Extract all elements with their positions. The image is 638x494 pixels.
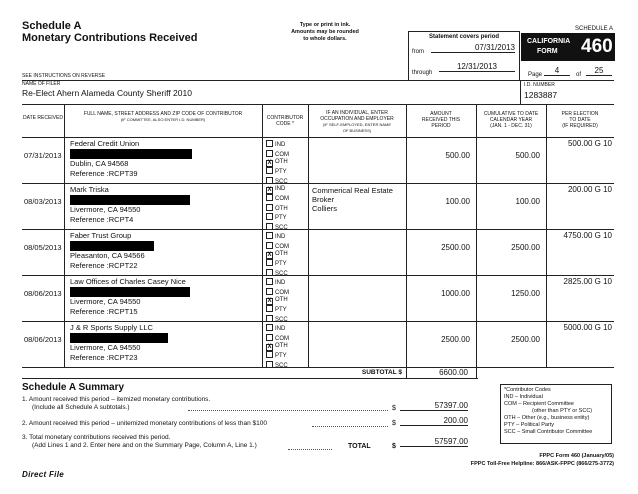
contributor-code-label: SCC xyxy=(275,362,288,369)
summary-line3-value: 57597.00 xyxy=(400,437,468,447)
row-amount: 500.00 xyxy=(445,151,470,160)
row-contributor-code xyxy=(266,140,289,186)
col-occupation-header-line2: OCCUPATION AND EMPLOYER xyxy=(320,116,394,122)
col-cumulative-header-line1: CUMULATIVE TO DATE xyxy=(483,111,539,117)
page-label: Page xyxy=(528,72,543,78)
contributor-code-label: SCC xyxy=(275,224,288,231)
col-name-header xyxy=(64,111,262,123)
contributor-code-option[interactable] xyxy=(266,167,289,177)
row-contributor-name: J & R Sports Supply LLC xyxy=(70,323,153,332)
summary-line1-dollar: $ xyxy=(392,405,396,412)
contributor-code-label: PTY xyxy=(275,215,287,221)
ink-instructions xyxy=(270,22,380,43)
contributor-code-checkbox[interactable] xyxy=(266,334,273,341)
contributor-code-label: COM xyxy=(275,289,289,296)
contributor-code-checkbox[interactable]: X xyxy=(267,160,272,166)
form-label: FORM xyxy=(537,48,558,55)
col-occupation-header-line4: OF BUSINESS) xyxy=(342,128,372,133)
contributor-code-label: OTH xyxy=(275,343,288,349)
row-date: 08/06/2013 xyxy=(24,335,62,344)
summary-line2-dollar: $ xyxy=(392,420,396,427)
ink-instruction-line1: Type or print in ink. xyxy=(299,22,351,28)
ink-instruction-line3: to whole dollars. xyxy=(303,36,347,42)
of-label: of xyxy=(576,72,582,78)
contributor-code-checkbox[interactable] xyxy=(266,278,273,285)
contributor-code-checkbox[interactable] xyxy=(266,150,273,157)
row-amount: 2500.00 xyxy=(441,335,470,344)
contributor-code-checkbox[interactable]: X xyxy=(267,344,272,350)
row-amount: 2500.00 xyxy=(441,243,470,252)
contributor-code-label: PTY xyxy=(275,307,287,313)
codes-legend-pty: PTY – Political Party xyxy=(504,422,555,428)
table-row xyxy=(22,229,614,275)
contributor-code-option[interactable] xyxy=(266,343,289,351)
contributor-code-checkbox[interactable]: X xyxy=(267,252,272,258)
row-reference: Reference :RCPT15 xyxy=(70,307,138,316)
codes-legend-com-note: (other than PTY or SCC) xyxy=(532,408,593,414)
summary-line3-dollar: $ xyxy=(392,443,396,450)
contributor-code-label: OTH xyxy=(275,297,288,303)
contributor-code-option[interactable] xyxy=(266,259,289,269)
contributor-code-checkbox[interactable] xyxy=(266,204,273,211)
col-amount-header-line2: RECEIVED THIS xyxy=(421,117,461,123)
redacted-address xyxy=(70,195,190,205)
contributor-code-label: IND xyxy=(275,142,286,148)
row-contributor-name: Mark Triska xyxy=(70,185,109,194)
table-row xyxy=(22,275,614,321)
contributor-code-checkbox[interactable] xyxy=(266,140,273,147)
summary-line2-text: 2. Amount received this period – unitemized monetary contributions of less than $100 xyxy=(22,420,267,427)
codes-legend-oth: OTH – Other (e.g., business entity) xyxy=(504,415,590,421)
summary-total-label: TOTAL xyxy=(348,443,371,450)
col-code-header-line1: CONTRIBUTOR xyxy=(266,115,304,121)
row-contributor-city: Livermore, CA 94550 xyxy=(70,343,141,352)
contributor-code-option[interactable] xyxy=(266,334,289,344)
row-contributor-code xyxy=(266,232,289,278)
contributor-code-label: IND xyxy=(275,280,286,286)
col-occupation-header-line1: IF AN INDIVIDUAL, ENTER xyxy=(326,110,388,116)
codes-legend-ind: IND – Individual xyxy=(504,394,543,400)
statement-period-box xyxy=(408,31,520,81)
row-per-election: 4750.00 G 10 xyxy=(563,231,612,240)
row-amount: 100.00 xyxy=(445,197,470,206)
col-cumulative-header-line3: (JAN. 1 - DEC. 31) xyxy=(490,123,532,129)
contributor-code-label: SCC xyxy=(275,178,288,185)
contributor-code-checkbox[interactable] xyxy=(266,194,273,201)
row-contributor-code xyxy=(266,278,289,324)
contributor-code-option[interactable] xyxy=(266,140,289,150)
schedule-title xyxy=(22,20,197,44)
schedule-label: SCHEDULE A xyxy=(575,26,614,32)
contributor-code-option[interactable] xyxy=(266,324,289,334)
col-amount-header-line1: AMOUNT xyxy=(430,111,452,117)
contributor-code-label: SCC xyxy=(275,270,288,277)
contributor-code-label: SCC xyxy=(275,316,288,323)
row-reference: Reference :RCPT39 xyxy=(70,169,138,178)
from-date: 07/31/2013 xyxy=(431,43,515,53)
col-amount-header xyxy=(406,111,476,129)
contributor-code-checkbox[interactable] xyxy=(266,232,273,239)
contributor-code-option[interactable] xyxy=(266,232,289,242)
contributor-code-label: IND xyxy=(275,186,286,192)
contributor-code-option[interactable] xyxy=(266,297,289,305)
row-per-election: 2825.00 G 10 xyxy=(563,277,612,286)
summary-line1-value: 57397.00 xyxy=(400,401,468,411)
from-label: from xyxy=(412,49,424,55)
row-cumulative: 1250.00 xyxy=(511,289,540,298)
codes-legend-scc: SCC – Small Contributor Committee xyxy=(504,429,593,435)
col-occupation-header xyxy=(308,110,406,134)
row-contributor-name: Faber Trust Group xyxy=(70,231,132,240)
contributor-codes-legend xyxy=(500,384,612,444)
contributor-code-label: IND xyxy=(275,326,286,332)
row-per-election: 500.00 G 10 xyxy=(567,139,612,148)
contributor-code-option[interactable] xyxy=(266,351,289,361)
summary-line2-value: 200.00 xyxy=(400,416,468,426)
row-reference: Reference :RCPT22 xyxy=(70,261,138,270)
form-number: 460 xyxy=(581,36,613,57)
contributor-code-checkbox[interactable] xyxy=(266,351,273,358)
row-reference: Reference :RCPT23 xyxy=(70,353,138,362)
redacted-address xyxy=(70,241,154,251)
ink-instruction-line2: Amounts may be rounded xyxy=(291,29,359,35)
summary-line1a: 1. Amount received this period – itemized monetary contributions. xyxy=(22,396,211,403)
row-contributor-name: Federal Credit Union xyxy=(70,139,140,148)
contributor-code-option[interactable] xyxy=(266,213,289,223)
schedule-title-line2: Monetary Contributions Received xyxy=(22,32,198,44)
page-number: 4 xyxy=(544,66,570,76)
row-contributor-name: Law Offices of Charles Casey Nice xyxy=(70,277,186,286)
contributor-code-checkbox[interactable]: X xyxy=(267,298,272,304)
contributor-code-option[interactable] xyxy=(266,194,289,204)
row-cumulative: 500.00 xyxy=(515,151,540,160)
contributor-code-label: COM xyxy=(275,243,289,250)
col-cumulative-header xyxy=(476,111,546,129)
row-contributor-city: Pleasanton, CA 94566 xyxy=(70,251,145,260)
summary-title: Schedule A Summary xyxy=(22,382,125,393)
col-occupation-header-line3: (IF SELF-EMPLOYED, ENTER NAME xyxy=(322,122,391,127)
contributor-code-option[interactable] xyxy=(266,204,289,214)
california-form-box xyxy=(521,33,615,61)
statement-period-label: Statement covers period xyxy=(429,34,500,40)
subtotal-value: 6600.00 xyxy=(439,368,468,377)
col-election-header xyxy=(546,111,614,129)
contributor-code-checkbox[interactable] xyxy=(266,324,273,331)
row-date: 08/03/2013 xyxy=(24,197,62,206)
summary-line3b: (Add Lines 1 and 2. Enter here and on the Summary Page, Column A, Line 1.) xyxy=(32,442,257,449)
col-cumulative-header-line2: CALENDAR YEAR xyxy=(489,117,533,123)
table-row xyxy=(22,137,614,183)
col-name-header-line2: (IF COMMITTEE, ALSO ENTER I.D. NUMBER) xyxy=(120,117,206,122)
summary-line3a: 3. Total monetary contributions received this period. xyxy=(22,434,171,441)
row-per-election: 5000.00 G 10 xyxy=(563,323,612,332)
contributor-code-option[interactable] xyxy=(266,288,289,298)
subtotal-label: SUBTOTAL $ xyxy=(361,369,402,376)
row-cumulative: 2500.00 xyxy=(511,243,540,252)
col-election-header-line2: TO DATE xyxy=(569,117,591,123)
row-cumulative: 100.00 xyxy=(515,197,540,206)
table-row xyxy=(22,321,614,367)
col-name-header-line1: FULL NAME, STREET ADDRESS AND ZIP CODE OF CONTRIBUTOR xyxy=(83,111,243,117)
contributor-code-label: OTH xyxy=(275,159,288,165)
id-number: 1283887 xyxy=(524,90,558,100)
col-election-header-line1: PER ELECTION xyxy=(561,111,599,117)
contributor-code-checkbox[interactable] xyxy=(266,242,273,249)
col-election-header-line3: (IF REQUIRED) xyxy=(562,123,598,129)
col-code-header xyxy=(262,115,308,127)
row-contributor-city: Livermore, CA 94550 xyxy=(70,205,141,214)
redacted-address xyxy=(70,287,190,297)
contributor-code-checkbox[interactable] xyxy=(266,305,273,312)
redacted-address xyxy=(70,149,192,159)
contributor-code-checkbox[interactable]: X xyxy=(267,187,272,193)
row-date: 08/05/2013 xyxy=(24,243,62,252)
row-contributor-city: Livermore, CA 94550 xyxy=(70,297,141,306)
contributor-code-checkbox[interactable] xyxy=(266,288,273,295)
contributor-code-checkbox[interactable] xyxy=(266,167,273,174)
contributor-code-option[interactable] xyxy=(266,305,289,315)
name-of-filer-label: NAME OF FILER xyxy=(22,81,61,87)
contributor-code-option[interactable] xyxy=(266,242,289,252)
row-occupation: Commerical Real Estate Broker xyxy=(312,186,393,204)
row-contributor-code xyxy=(266,324,289,370)
contributor-code-option[interactable] xyxy=(266,186,289,194)
codes-legend-com: COM – Recipient Committee xyxy=(504,401,574,407)
contributor-code-checkbox[interactable] xyxy=(266,259,273,266)
row-reference: Reference :RCPT4 xyxy=(70,215,134,224)
schedule-title-line1: Schedule A xyxy=(22,20,82,32)
row-contributor-city: Dublin, CA 94568 xyxy=(70,159,129,168)
row-per-election: 200.00 G 10 xyxy=(567,185,612,194)
summary-line1b: (Include all Schedule A subtotals.) xyxy=(32,404,130,411)
filer-name: Re-Elect Ahern Alameda County Sheriff 2010 xyxy=(22,88,192,98)
contributor-code-label: OTH xyxy=(275,205,288,212)
through-date: 12/31/2013 xyxy=(439,62,515,72)
contributor-code-label: COM xyxy=(275,151,289,158)
contributor-code-option[interactable] xyxy=(266,150,289,160)
contributor-code-label: OTH xyxy=(275,251,288,257)
contributor-code-option[interactable] xyxy=(266,251,289,259)
summary-line3-text xyxy=(22,434,352,450)
footer-helpline: FPPC Toll-Free Helpline: 866/ASK-FPPC (866/275-3772) xyxy=(470,461,614,467)
footer-form-line: FPPC Form 460 (January/05) xyxy=(539,453,614,459)
col-code-header-line2: CODE * xyxy=(276,121,294,127)
redacted-address xyxy=(70,333,168,343)
california-label: CALIFORNIA xyxy=(527,38,571,45)
contributor-code-label: PTY xyxy=(275,261,287,267)
col-date-header: DATE RECEIVED xyxy=(23,115,63,121)
see-instructions: SEE INSTRUCTIONS ON REVERSE xyxy=(22,73,106,79)
direct-file-logo: Direct File xyxy=(22,470,64,479)
through-label: through xyxy=(412,70,433,76)
table-row xyxy=(22,183,614,229)
row-date: 07/31/2013 xyxy=(24,151,62,160)
contributor-code-option[interactable] xyxy=(266,278,289,288)
contributor-code-label: IND xyxy=(275,234,286,240)
contributor-code-checkbox[interactable] xyxy=(266,213,273,220)
id-number-label: I.D. NUMBER xyxy=(524,82,555,88)
contributor-code-label: COM xyxy=(275,335,289,342)
row-employer: Colliers xyxy=(312,204,338,213)
contributor-code-option[interactable] xyxy=(266,361,289,371)
row-cumulative: 2500.00 xyxy=(511,335,540,344)
total-pages: 25 xyxy=(586,66,612,76)
contributor-code-label: PTY xyxy=(275,169,287,175)
row-amount: 1000.00 xyxy=(441,289,470,298)
contributor-code-label: PTY xyxy=(275,353,287,359)
contributor-code-label: COM xyxy=(275,196,289,202)
contributor-code-option[interactable] xyxy=(266,159,289,167)
col-amount-header-line3: PERIOD xyxy=(431,123,451,129)
row-contributor-code xyxy=(266,186,289,232)
row-date: 08/06/2013 xyxy=(24,289,62,298)
codes-legend-title: *Contributor Codes xyxy=(504,387,551,393)
